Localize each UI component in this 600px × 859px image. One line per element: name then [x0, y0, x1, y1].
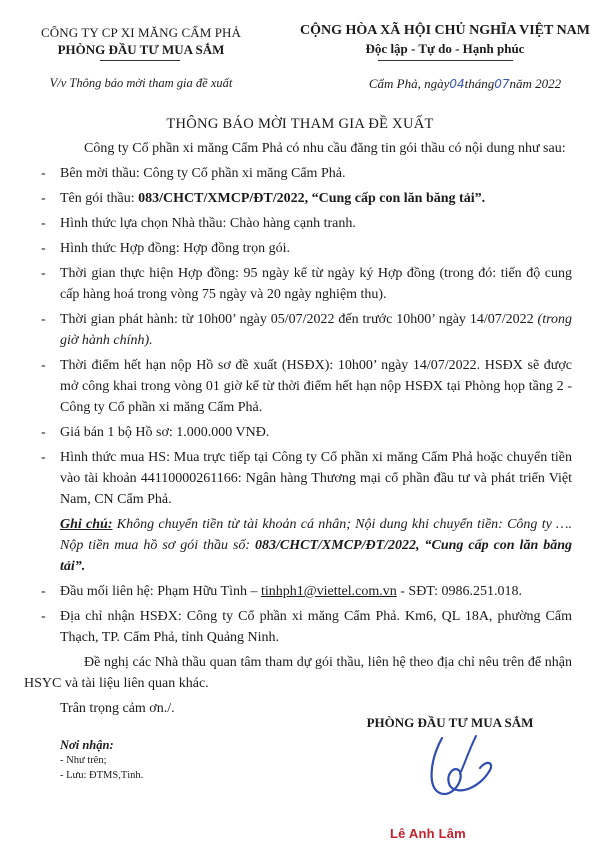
issuer-block [16, 24, 266, 58]
document-body [24, 138, 573, 723]
item-deadline: - Thời điểm hết hạn nộp Hồ sơ đề xuất (HSĐX): 10h00’ ngày 14/07/2022. HSĐX sẽ được mở công khai trong vòng 01 giờ kể từ thời điểm hết hạn nộp HSĐX tại Phòng họp tầng 2 - Công ty Cổ phần xi măng Cẩm Phả. [60, 355, 572, 418]
note-paragraph [60, 514, 572, 577]
national-block [290, 22, 600, 58]
item-duration: - Thời gian thực hiện Hợp đồng: 95 ngày kể từ ngày ký Hợp đồng (trong đó: tiến độ cung cấp hàng hoá trong vòng 75 ngày và 20 ngày nghiệm thu). [60, 263, 572, 305]
handwritten-signature [420, 730, 510, 810]
date-day: 04 [449, 77, 465, 91]
note-bold: 083/CHCT/XMCP/ĐT/2022, “Cung cấp con lăn băng tải”. [60, 538, 572, 574]
recipients-heading: Nơi nhận: [60, 738, 114, 752]
item-price: - Giá bán 1 bộ Hồ sơ: 1.000.000 VNĐ. [60, 422, 572, 443]
item-contact [60, 581, 572, 602]
item-issue-time [60, 309, 572, 351]
recipient-line: - Như trên; [60, 755, 107, 766]
document-title: THÔNG BÁO MỜI THAM GIA ĐỀ XUẤT [166, 116, 434, 132]
recipients-block [60, 738, 143, 783]
national-title: CỘNG HÒA XÃ HỘI CHỦ NGHĨA VIỆT NAM [299, 23, 590, 38]
item-purchase: - Hình thức mua HS: Mua trực tiếp tại Công ty Cổ phần xi măng Cẩm Phả hoặc chuyển tiền vào tài khoản 44110000261166: Ngân hàng Thương mại cổ phần đầu tư và phát triển Việt Nam, CN Cẩm Phả. [60, 447, 572, 510]
contact-suffix: - SĐT: 0986.251.018. [396, 584, 523, 599]
contact-prefix: Đầu mối liên hệ: Phạm Hữu Tình – [60, 584, 261, 599]
issue-time-note: (trong giờ hành chính). [60, 312, 573, 348]
item-selection: - Hình thức lựa chọn Nhà thầu: Chào hàng cạnh tranh. [60, 213, 572, 234]
signer-name: Lê Anh Lâm [390, 826, 466, 841]
closing-paragraph: Đề nghị các Nhà thầu quan tâm tham dự gói thầu, liên hệ theo địa chỉ nêu trên để nhận HSYC và tài liệu liên quan khác. [24, 655, 572, 691]
recipient-line: - Lưu: ĐTMS,Tình. [60, 770, 144, 781]
motto-underline [378, 60, 513, 61]
intro-paragraph: Công ty Cổ phần xi măng Cẩm Phả có nhu cầu đăng tin gói thầu có nội dung như sau: [84, 141, 566, 156]
package-name: 083/CHCT/XMCP/ĐT/2022, “Cung cấp con lăn băng tải”. [138, 191, 486, 206]
date-suffix: năm 2022 [509, 76, 562, 91]
company-name: CÔNG TY CP XI MĂNG CẨM PHẢ [40, 25, 242, 40]
regards-line: Trân trọng cảm ơn./. [60, 701, 175, 716]
date-line [330, 76, 600, 92]
reference-line: V/v Thông báo mời tham gia đề xuất [49, 76, 233, 90]
national-motto: Độc lập - Tự do - Hạnh phúc [365, 41, 525, 56]
date-mid: tháng [464, 76, 495, 91]
package-prefix: Tên gói thầu: [60, 191, 139, 206]
note-text: Không chuyển tiền từ tài khoản cá nhân; Nội dung khi chuyển tiền: Công ty …. Nộp tiền mua hồ sơ gói thầu số: [60, 517, 573, 553]
issue-time-text: Thời gian phát hành: từ 10h00’ ngày 05/07/2022 đến trước 10h00’ ngày 14/07/2022 [60, 312, 534, 327]
item-owner: - Bên mời thầu: Công ty Cổ phần xi măng Cẩm Phả. [60, 163, 572, 184]
department-name: PHÒNG ĐẦU TƯ MUA SẮM [57, 42, 225, 57]
signature-title: PHÒNG ĐẦU TƯ MUA SẮM [366, 715, 534, 730]
contact-email-link[interactable]: tinhph1@viettel.com.vn [260, 584, 397, 599]
date-prefix: Cẩm Phả, ngày [368, 76, 450, 91]
note-label: Ghi chú: [60, 517, 113, 532]
date-month: 07 [494, 77, 510, 91]
issuer-underline [100, 60, 180, 61]
item-address: - Địa chỉ nhận HSĐX: Công ty Cổ phần xi măng Cẩm Phả. Km6, QL 18A, phường Cẩm Thạch, TP. Cẩm Phả, tỉnh Quảng Ninh. [60, 606, 572, 648]
item-contract-type: - Hình thức Hợp đồng: Hợp đồng trọn gói. [60, 238, 572, 259]
item-package [60, 188, 572, 209]
